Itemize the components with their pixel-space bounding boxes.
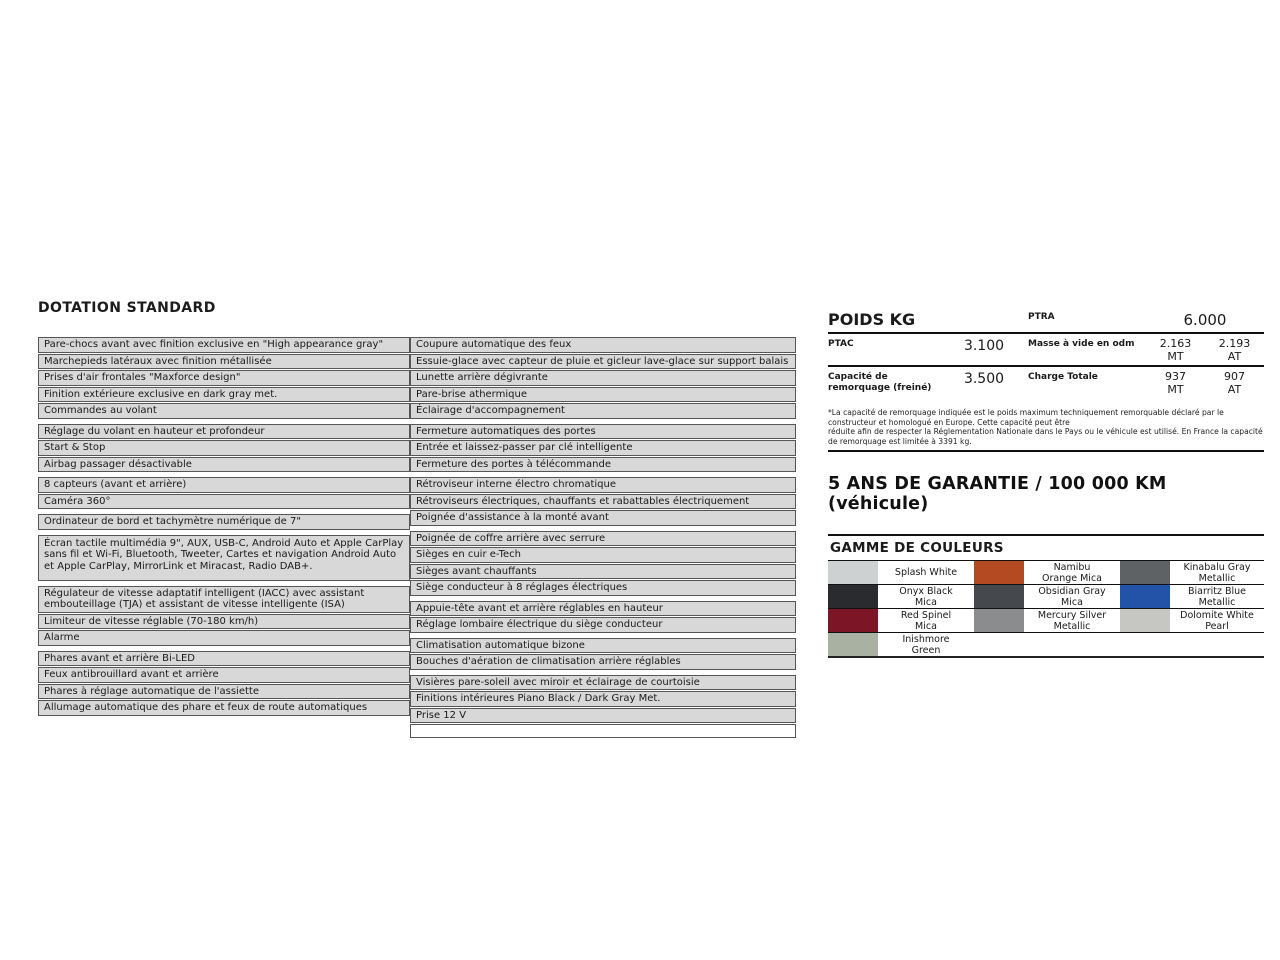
feature-row: Rétroviseurs électriques, chauffants et rabattables électriquement bbox=[410, 494, 796, 510]
feature-row: Alarme bbox=[38, 630, 410, 646]
color-name-line: Obsidian Gray bbox=[1038, 585, 1106, 597]
feature-row: Allumage automatique des phare et feux de route automatiques bbox=[38, 700, 410, 716]
color-swatch bbox=[828, 633, 878, 656]
capacite-value: 3.500 bbox=[963, 371, 1005, 387]
color-name-line: Metallic bbox=[1198, 572, 1236, 584]
color-name-line: Green bbox=[911, 644, 941, 656]
color-label bbox=[878, 633, 974, 656]
feature-row: Lunette arrière dégivrante bbox=[410, 370, 796, 386]
feature-row: Siège conducteur à 8 réglages électriques bbox=[410, 580, 796, 596]
masse-at-unit: AT bbox=[1227, 350, 1242, 363]
feature-group bbox=[410, 601, 796, 634]
feature-row: Airbag passager désactivable bbox=[38, 457, 410, 473]
color-label bbox=[1024, 609, 1120, 632]
color-label bbox=[1024, 561, 1120, 584]
capacite-label: Capacité de remorquage (freiné) bbox=[828, 372, 932, 393]
color-name-line: Dolomite White bbox=[1180, 609, 1254, 621]
poids-row-capacite bbox=[828, 367, 1264, 398]
feature-row: Visières pare-soleil avec miroir et éclairage de courtoisie bbox=[410, 675, 796, 691]
feature-row: Essuie-glace avec capteur de pluie et gicleur lave-glace sur support balais bbox=[410, 354, 796, 370]
feature-group bbox=[38, 586, 410, 647]
color-swatch bbox=[1120, 585, 1170, 608]
feature-row: Bouches d'aération de climatisation arrière réglables bbox=[410, 654, 796, 670]
charge-mt-value: 937 bbox=[1165, 370, 1186, 383]
feature-row: Pare-brise athermique bbox=[410, 387, 796, 403]
color-swatch bbox=[1120, 561, 1170, 584]
feature-row: Poignée d'assistance à la monté avant bbox=[410, 510, 796, 526]
color-label bbox=[1170, 585, 1264, 608]
feature-group bbox=[410, 424, 796, 474]
feature-row: Fermeture automatiques des portes bbox=[410, 424, 796, 440]
color-swatch bbox=[828, 609, 878, 632]
feature-row: Finitions intérieures Piano Black / Dark Gray Met. bbox=[410, 691, 796, 707]
feature-row: Appuie-tête avant et arrière réglables en hauteur bbox=[410, 601, 796, 617]
color-row bbox=[828, 632, 1264, 656]
color-swatch bbox=[1120, 609, 1170, 632]
empty-cell bbox=[1120, 633, 1170, 656]
color-swatch bbox=[974, 561, 1024, 584]
masse-mt bbox=[1146, 337, 1205, 363]
feature-row: Start & Stop bbox=[38, 440, 410, 456]
ptra-label: PTRA bbox=[1028, 312, 1055, 322]
color-name-line: Metallic bbox=[1198, 596, 1236, 608]
masse-mt-unit: MT bbox=[1167, 350, 1184, 363]
feature-group bbox=[38, 424, 410, 474]
color-name-line: Splash White bbox=[894, 567, 958, 579]
charge-at-unit: AT bbox=[1227, 383, 1242, 396]
feature-row: Régulateur de vitesse adaptatif intelligent (IACC) avec assistant embouteillage (TJA) et assistant de vitesse intelligente (ISA) bbox=[38, 586, 410, 613]
dotation-standard-section bbox=[38, 300, 796, 739]
color-swatch bbox=[828, 561, 878, 584]
color-name-line: Kinabalu Gray bbox=[1183, 561, 1251, 573]
color-name-line: Biarritz Blue bbox=[1187, 585, 1247, 597]
feature-group bbox=[410, 531, 796, 597]
color-row bbox=[828, 560, 1264, 584]
feature-row: Fermeture des portes à télécommande bbox=[410, 457, 796, 473]
ptac-label: PTAC bbox=[828, 339, 854, 349]
masse-at bbox=[1205, 337, 1264, 363]
color-swatch bbox=[828, 585, 878, 608]
color-name-line: Red Spinel bbox=[900, 609, 952, 621]
features-table bbox=[38, 337, 796, 739]
feature-group bbox=[410, 337, 796, 420]
feature-row: Prise 12 V bbox=[410, 708, 796, 724]
dotation-title: DOTATION STANDARD bbox=[38, 300, 216, 316]
color-swatch bbox=[974, 585, 1024, 608]
color-label bbox=[1024, 585, 1120, 608]
feature-group bbox=[410, 675, 796, 739]
feature-row: Poignée de coffre arrière avec serrure bbox=[410, 531, 796, 547]
color-label bbox=[1170, 609, 1264, 632]
feature-row: Rétroviseur interne électro chromatique bbox=[410, 477, 796, 493]
color-label bbox=[878, 561, 974, 584]
gamme-couleurs-section bbox=[828, 534, 1264, 658]
specs-panel bbox=[828, 310, 1264, 658]
feature-row: Prises d'air frontales "Maxforce design" bbox=[38, 370, 410, 386]
feature-row: Entrée et laissez-passer par clé intelligente bbox=[410, 440, 796, 456]
feature-row: Phares à réglage automatique de l'assiette bbox=[38, 684, 410, 700]
color-name-line: Mica bbox=[915, 596, 937, 608]
feature-row: Sièges avant chauffants bbox=[410, 564, 796, 580]
feature-group bbox=[38, 535, 410, 582]
color-name-line: Mercury Silver bbox=[1037, 609, 1107, 621]
footnote-line: *La capacité de remorquage indiquée est le poids maximum techniquement remorquable déclaré par le constructeur et homologué en Europe. Cette capacité peut être bbox=[828, 408, 1224, 427]
feature-row: Climatisation automatique bizone bbox=[410, 638, 796, 654]
poids-title: POIDS KG bbox=[828, 310, 916, 329]
feature-group bbox=[410, 477, 796, 527]
color-name-line: Mica bbox=[915, 620, 937, 632]
feature-group bbox=[38, 477, 410, 510]
feature-group bbox=[410, 638, 796, 671]
feature-row: Réglage du volant en hauteur et profondeur bbox=[38, 424, 410, 440]
couleurs-title: GAMME DE COULEURS bbox=[830, 540, 1004, 557]
feature-row: Ordinateur de bord et tachymètre numérique de 7" bbox=[38, 514, 410, 530]
masse-at-value: 2.193 bbox=[1218, 337, 1251, 350]
color-name-line: Metallic bbox=[1053, 620, 1091, 632]
charge-at bbox=[1205, 370, 1264, 396]
feature-row: Feux antibrouillard avant et arrière bbox=[38, 667, 410, 683]
feature-row: Finition extérieure exclusive en dark gray met. bbox=[38, 387, 410, 403]
masse-mt-value: 2.163 bbox=[1159, 337, 1192, 350]
feature-row: Caméra 360° bbox=[38, 494, 410, 510]
feature-group bbox=[38, 651, 410, 717]
color-name-line: Pearl bbox=[1205, 620, 1229, 632]
footnote-line: réduite afin de respecter la Réglementation Nationale dans le Pays ou le véhicule est utilisé. En France la capacité de remorquage est limitée à 3391 kg. bbox=[828, 427, 1263, 446]
feature-row: Pare-chocs avant avec finition exclusive en "High appearance gray" bbox=[38, 337, 410, 353]
charge-mt bbox=[1146, 370, 1205, 396]
color-row bbox=[828, 608, 1264, 632]
color-name-line: Mica bbox=[1061, 596, 1083, 608]
feature-row: Marchepieds latéraux avec finition métallisée bbox=[38, 354, 410, 370]
masse-label: Masse à vide en odm bbox=[1028, 339, 1135, 349]
charge-at-value: 907 bbox=[1224, 370, 1245, 383]
poids-table bbox=[828, 310, 1264, 398]
color-name-line: Namibu bbox=[1053, 561, 1091, 573]
empty-cell bbox=[1170, 633, 1264, 656]
charge-label: Charge Totale bbox=[1028, 372, 1098, 382]
feature-row: 8 capteurs (avant et arrière) bbox=[38, 477, 410, 493]
poids-row-ptac bbox=[828, 334, 1264, 367]
color-label bbox=[878, 585, 974, 608]
feature-row: Phares avant et arrière Bi-LED bbox=[38, 651, 410, 667]
feature-row: Réglage lombaire électrique du siège conducteur bbox=[410, 617, 796, 633]
feature-row: Sièges en cuir e-Tech bbox=[410, 547, 796, 563]
poids-header-row bbox=[828, 310, 1264, 334]
color-row bbox=[828, 584, 1264, 608]
feature-row: Coupure automatique des feux bbox=[410, 337, 796, 353]
ptra-value: 6.000 bbox=[1183, 311, 1227, 329]
color-label bbox=[878, 609, 974, 632]
feature-row: Écran tactile multimédia 9", AUX, USB-C, Android Auto et Apple CarPlay sans fil et Wi-Fi, Bluetooth, Tweeter, Cartes et navigation Android Auto et Apple CarPlay, MirrorLink et Miracast, Radio DAB+. bbox=[38, 535, 410, 581]
features-column-right bbox=[410, 337, 796, 739]
color-table bbox=[828, 560, 1264, 658]
empty-cell bbox=[974, 633, 1024, 656]
empty-cell bbox=[1024, 633, 1120, 656]
feature-row: Commandes au volant bbox=[38, 403, 410, 419]
feature-group bbox=[38, 514, 410, 531]
ptac-value: 3.100 bbox=[963, 338, 1005, 354]
feature-row: Limiteur de vitesse réglable (70-180 km/h) bbox=[38, 614, 410, 630]
color-name-line: Orange Mica bbox=[1041, 572, 1102, 584]
color-name-line: Onyx Black bbox=[899, 585, 953, 597]
towing-footnote bbox=[828, 408, 1264, 452]
feature-row: Éclairage d'accompagnement bbox=[410, 403, 796, 419]
feature-row-empty bbox=[410, 724, 796, 738]
garantie-title: 5 ANS DE GARANTIE / 100 000 KM (véhicule) bbox=[828, 474, 1167, 515]
color-name-line: Inishmore bbox=[902, 633, 950, 645]
color-swatch bbox=[974, 609, 1024, 632]
features-column-left bbox=[38, 337, 410, 717]
charge-mt-unit: MT bbox=[1167, 383, 1184, 396]
color-label bbox=[1170, 561, 1264, 584]
feature-group bbox=[38, 337, 410, 420]
